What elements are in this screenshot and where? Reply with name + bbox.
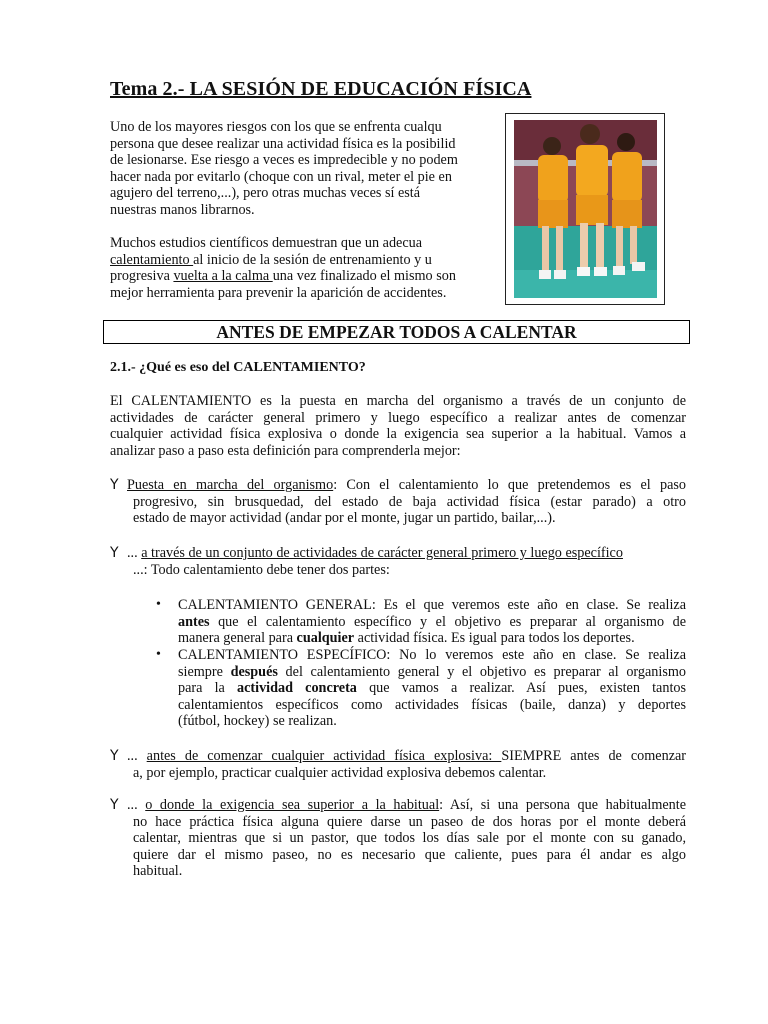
intro-line: hacer nada por evitarlo (choque con un rival, meter el pie en	[110, 168, 452, 185]
sub-bullet-line: CALENTAMIENTO ESPECÍFICO: No lo veremos este año en clase. Se realiza	[178, 647, 686, 663]
bullet-dot: •	[156, 597, 161, 612]
bullet-item	[110, 797, 686, 880]
sub-bullet-item	[156, 597, 686, 647]
page-title: Tema 2.- LA SESIÓN DE EDUCACIÓN FÍSICA	[110, 78, 532, 100]
emphasis-text: actividad concreta	[237, 680, 357, 697]
intro-line: de lesionarse. Ese riesgo a veces es impredecible y no podem	[110, 152, 458, 169]
intro-line: persona que desee realizar una actividad física es la posibilid	[110, 135, 456, 152]
sub-bullet-text: que vamos a realizar. Así pues, existen tantos	[356, 680, 686, 697]
definition-paragraph	[110, 393, 686, 459]
intro-line	[110, 252, 506, 269]
intro-line	[110, 268, 506, 285]
bullet-term: Puesta en marcha del organismo	[127, 477, 334, 493]
sub-bullet-line: CALENTAMIENTO GENERAL: Es el que veremos este año en clase. Se realiza	[178, 597, 686, 613]
bullet-line	[110, 797, 686, 814]
sub-bullet-line	[156, 664, 686, 681]
intro-line: nuestras manos librarnos.	[110, 201, 255, 218]
bullet-line	[110, 748, 686, 765]
intro-text-span: al inicio de la sesión de entrenamiento y u	[193, 251, 432, 268]
sub-bullet-line: calentamientos específicos como actividades físicas (baile, danza) y deportes	[178, 696, 686, 713]
bullet-text-span: ...	[127, 748, 147, 764]
bullet-line: estado de mayor actividad (andar por el monte, jugar un partido, bailar,...).	[133, 510, 556, 527]
sub-bullet-line: (fútbol, hockey) se realizan.	[178, 713, 337, 730]
sub-bullet-text: para la	[178, 680, 238, 697]
bullet-line: no hace práctica física alguna quiere darse un paseo de dos horas por el monte deberá	[133, 813, 686, 830]
bullet-line: habitual.	[133, 863, 183, 880]
bullet-text-span: ...	[127, 545, 142, 561]
intro-line: Uno de los mayores riesgos con los que se enfrenta cualqu	[110, 119, 442, 135]
intro-line: mejor herramienta para prevenir la aparición de accidentes.	[110, 284, 447, 301]
sub-bullet-text: que el calentamiento específico y el objetivo es preparar al organismo de	[209, 613, 686, 630]
definition-line: analizar paso a paso esta definición para comprenderla mejor:	[110, 442, 461, 459]
intro-text	[110, 119, 506, 302]
intro-text-span: una vez finalizado el mismo son	[272, 268, 456, 285]
bullet-text-span: SIEMPRE antes de comenzar	[501, 748, 687, 764]
sub-bullet-line	[156, 680, 686, 697]
bullet-item	[110, 545, 686, 578]
bullet-marker: Y	[110, 545, 119, 561]
sub-bullet-item	[156, 647, 686, 730]
emphasis-text: antes	[178, 613, 210, 630]
definition-line: El CALENTAMIENTO es la puesta en marcha del organismo a través de un conjunto de	[110, 393, 686, 409]
vuelta-calma-term: vuelta a la calma	[173, 268, 273, 285]
bullet-line	[110, 477, 686, 494]
sub-bullet-text: actividad física. Es igual para todos los deportes.	[354, 630, 635, 647]
bullet-marker: Y	[110, 477, 119, 493]
bullet-term: antes de comenzar cualquier actividad física explosiva:	[146, 748, 502, 764]
intro-text-span: progresiva	[110, 268, 174, 285]
definition-line: cualquier actividad física explosiva o donde la exigencia sea superior a la habitual. Vamos a	[110, 426, 686, 443]
sub-bullet-text: del calentamiento general y el objetivo es preparar al organismo	[277, 663, 686, 680]
bullet-text-span: ...	[127, 797, 146, 813]
bullet-marker: Y	[110, 797, 119, 813]
intro-line: Muchos estudios científicos demuestran que un adecua	[110, 235, 423, 252]
sub-bullet-line	[156, 614, 686, 631]
bullet-line	[110, 545, 686, 562]
emphasis-text: cualquier	[296, 630, 355, 647]
emphasis-text: después	[230, 663, 278, 680]
intro-line: agujero del terreno,...), pero otras muchas veces sí está	[110, 185, 421, 202]
sub-bullet-text: manera general para	[178, 630, 297, 647]
bullet-text-span: : Así, si una persona que habitualmente	[439, 797, 686, 813]
bullet-line: ...: Todo calentamiento debe tener dos partes:	[133, 561, 390, 578]
section-title: ANTES DE EMPEZAR TODOS A CALENTAR	[216, 321, 577, 342]
photo-frame	[505, 113, 665, 305]
bullet-dot: •	[156, 647, 161, 662]
bullet-line: progresivo, sin brusquedad, del estado de baja actividad física (estar parado) a otro	[133, 493, 686, 510]
bullet-term: a través de un conjunto de actividades de carácter general primero y luego específico	[141, 545, 623, 561]
bullet-term: o donde la exigencia sea superior a la habitual	[145, 797, 440, 813]
bullet-line: quiere dar el mismo paseo, no es necesario que caliente, pues para él andar es algo	[133, 846, 686, 863]
definition-line: actividades de carácter general primero y luego específico a realizar antes de comenzar	[110, 409, 686, 426]
bullet-marker: Y	[110, 748, 119, 764]
sub-bullet-text: siempre	[178, 663, 231, 680]
bullet-item	[110, 748, 686, 781]
subsection-heading: 2.1.- ¿Qué es eso del CALENTAMIENTO?	[110, 360, 366, 375]
bullet-line: a, por ejemplo, practicar cualquier actividad explosiva debemos calentar.	[133, 764, 547, 781]
players-photo	[514, 120, 657, 298]
section-header	[103, 320, 690, 344]
bullet-item	[110, 477, 686, 527]
calentamiento-term: calentamiento	[110, 251, 194, 268]
bullet-text-span: : Con el calentamiento lo que pretendemos es el paso	[333, 477, 686, 493]
bullet-line: calentar, mientras que si un pastor, que todos los días sale por el monte con su ganado,	[133, 830, 686, 847]
sub-bullet-line	[156, 630, 686, 647]
